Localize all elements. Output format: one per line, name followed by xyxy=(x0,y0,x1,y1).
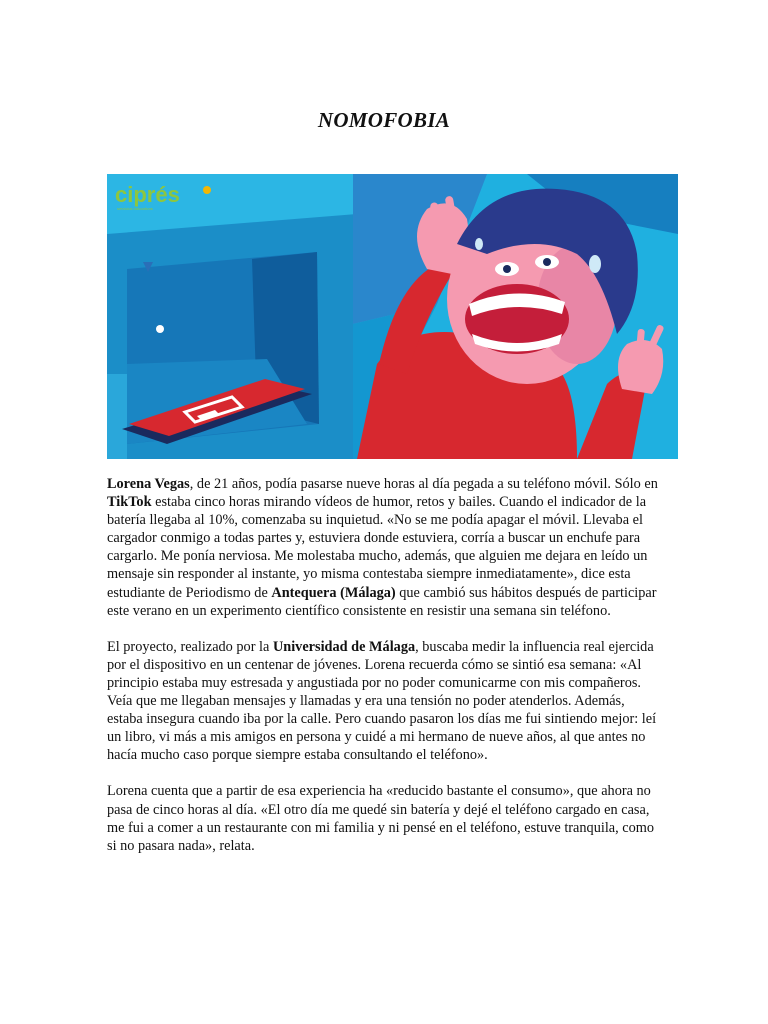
bold-text: TikTok xyxy=(107,494,152,511)
text-run: El proyecto, realizado por la xyxy=(107,638,273,655)
svg-text:ciprés: ciprés xyxy=(115,182,180,207)
text-run: , de 21 años, podía pasarse nueve horas al día pegada a su teléfono móvil. Sólo en xyxy=(189,476,658,492)
nomophobia-illustration xyxy=(107,174,678,459)
text-run: que cambió sus hábitos después de participar este verano en un experimento científico consistente en resistir una semana sin teléfono. xyxy=(107,584,657,619)
svg-text:servicios educativos: servicios educativos xyxy=(117,206,153,211)
text-run: , buscaba medir la influencia real ejercida por el dispositivo en un centenar de jóvenes. Lorena recuerda cómo se sintió esa semana: «Al principio estaba muy estresada y angustiada por no poder comunicarme con mis compañeros. Veía que me llegaban mensajes y llamadas y era una tensión no poder atenderlos. Además, estaba insegura cuando iba por la calle. Pero cuando pasaron los días me fui sintiendo mejor: leí un libro, vi más a mis amigos en persona y cuidé a mi hermano de nueve años, al que antes no hacía mucho caso porque siempre estaba consultando el teléfono». xyxy=(107,638,657,764)
bold-text: Lorena Vegas xyxy=(107,476,190,492)
paragraph-1 xyxy=(107,475,663,620)
bold-text: Universidad de Málaga xyxy=(272,638,416,655)
paragraph-2 xyxy=(107,638,663,765)
paragraph-3 xyxy=(107,782,663,854)
text-run: estaba cinco horas mirando vídeos de humor, retos y bailes. Cuando el indicador de la batería llegaba al 10%, comenzaba su inquietud. «No se me podía apagar el móvil. Llevaba el cargador conmigo a todas partes y, estuviera donde estuviera, corría a buscar un enchufe para cargarlo. Me ponía nerviosa. Me molestaba mucho, además, que alguien me dejara en leído un mensaje sin responder al instante, yo misma contestaba siempre inmediatamente», dice esta estudiante de Periodismo de xyxy=(107,494,648,601)
bold-text: Antequera (Málaga) xyxy=(271,584,396,601)
document-title: NOMOFOBIA xyxy=(317,108,451,132)
text-run: Lorena cuenta que a partir de esa experiencia ha «reducido bastante el consumo», que ahora no pasa de cinco horas al día. «El otro día me quedé sin batería y dejé el teléfono cargado en casa, me fui a comer a un restaurante con mi familia y ni pensé en el teléfono, estuve tranquila, como si no pasara nada», relata. xyxy=(107,783,655,854)
article-body xyxy=(107,475,663,873)
